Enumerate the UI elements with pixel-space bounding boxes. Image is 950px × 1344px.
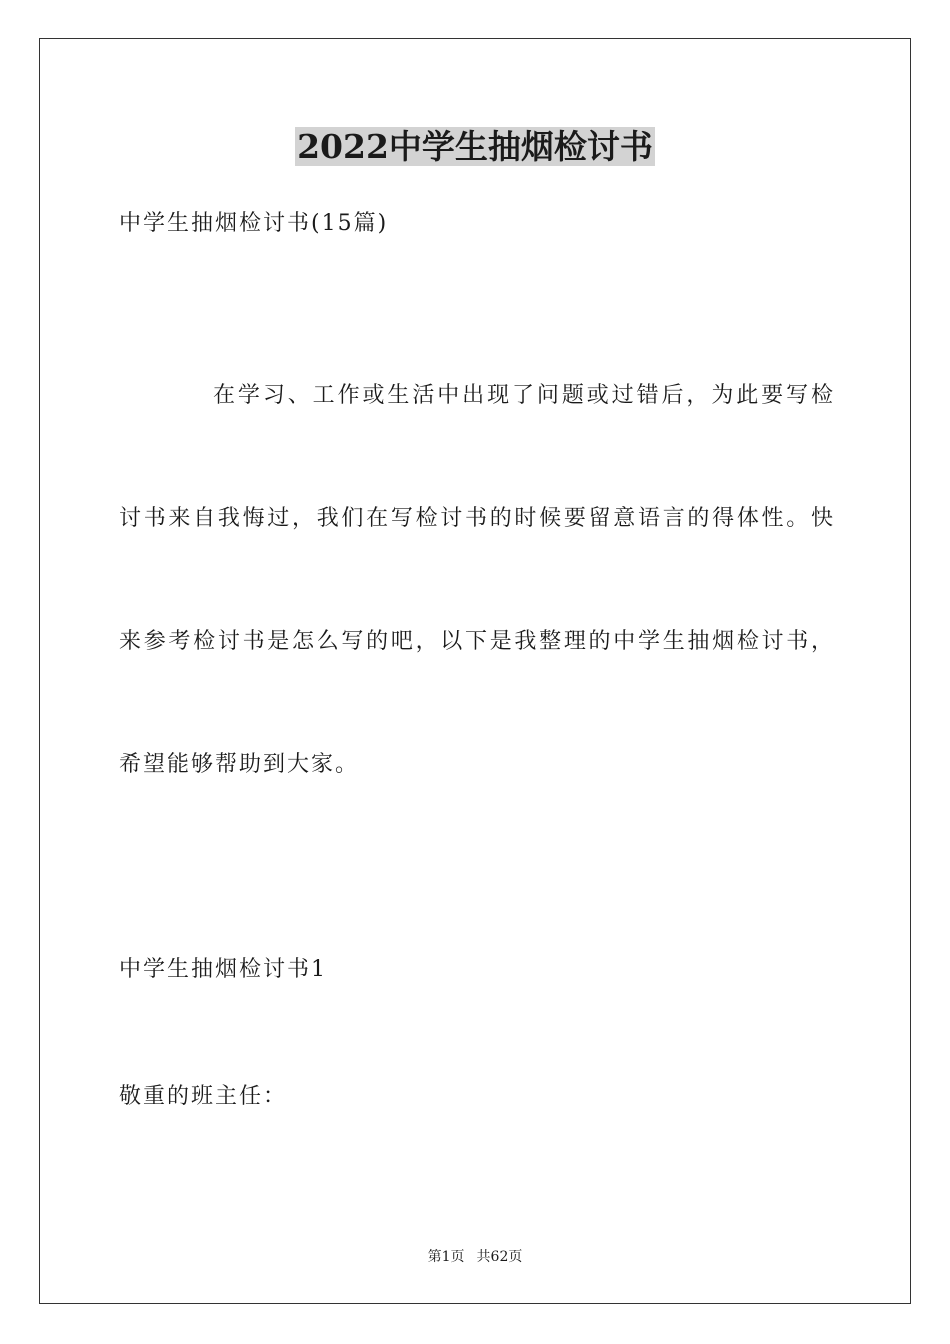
page-footer [0, 1247, 950, 1267]
intro-paragraph: 在学习、工作或生活中出现了问题或过错后，为此要写检讨书来自我悔过，我们在写检讨书的时候要留意语言的得体性。快来参考检讨书是怎么写的吧，以下是我整理的中学生抽烟检讨书，希望能够帮助到大家。 [119, 383, 835, 777]
salutation: 敬重的班主任： [119, 1084, 288, 1109]
page-total: 共62页 [476, 1249, 523, 1265]
document-title-text: 2022中学生抽烟检讨书 [297, 127, 653, 166]
document-title [0, 126, 950, 168]
section-heading: 中学生抽烟检讨书1 [119, 957, 327, 982]
page-number: 第1页 [427, 1249, 465, 1265]
document-subtitle: 中学生抽烟检讨书(15篇) [119, 211, 389, 236]
